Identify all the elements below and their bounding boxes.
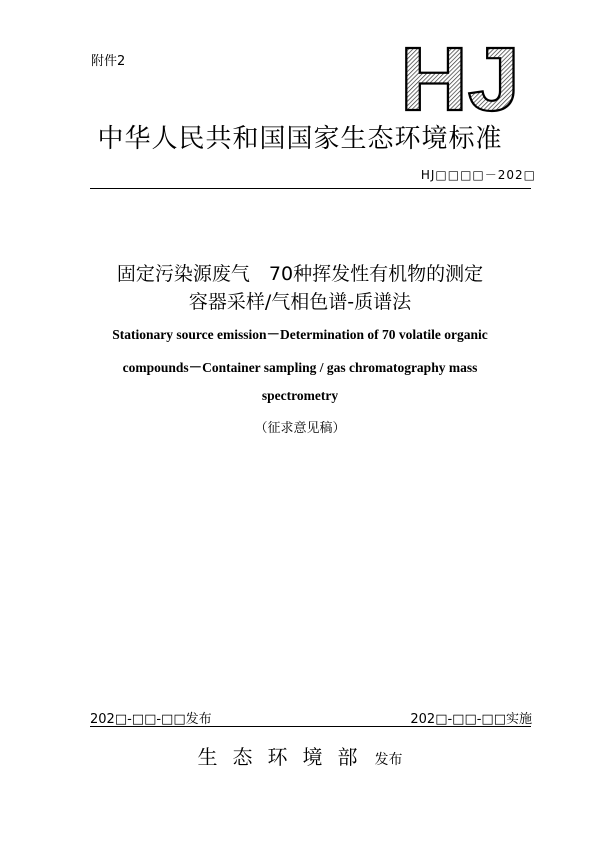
title-en-line2: compounds－Container sampling / gas chromatography mass [122, 360, 478, 375]
hj-logo-text: HJ [400, 38, 520, 118]
publisher-suffix: 发布 [374, 752, 403, 768]
draft-note: （征求意见稿） [254, 421, 346, 436]
publisher-name: 生态环境部 [197, 745, 373, 769]
standard-code: HJ□□□□－202□ [420, 168, 536, 182]
title-en-line1: Stationary source emission－Determination of 70 volatile organic [112, 327, 488, 342]
hj-logo [398, 38, 522, 118]
title-cn-line2: 容器采样/气相色谱-质谱法 [188, 291, 412, 313]
title-en-line3: spectrometry [261, 388, 339, 403]
title-cn-line1: 固定污染源废气 70种挥发性有机物的测定 [116, 263, 484, 285]
footer-rule [90, 726, 531, 727]
publisher [0, 741, 600, 770]
issue-date: 202□-□□-□□发布 [90, 712, 212, 727]
standard-title: 中华人民共和国国家生态环境标准 [97, 124, 503, 154]
implementation-date: 202□-□□-□□实施 [410, 712, 532, 727]
attachment-label: 附件2 [91, 54, 126, 69]
header-rule [90, 188, 531, 189]
